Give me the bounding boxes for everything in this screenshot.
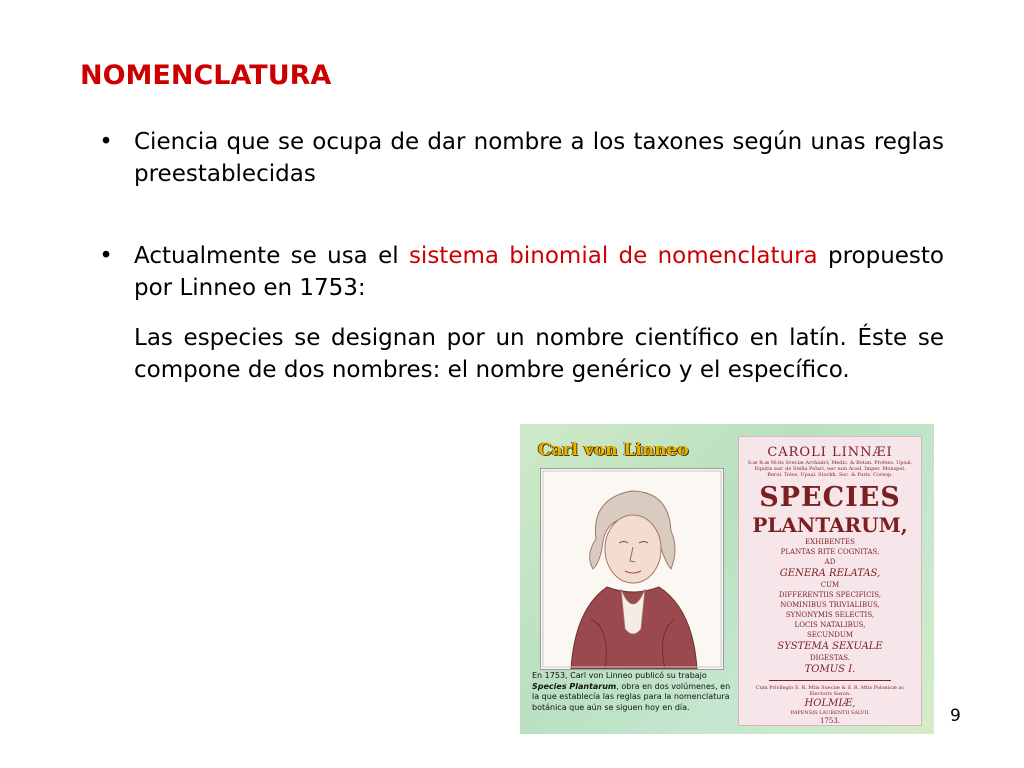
- title-page-line: SECUNDUM: [807, 631, 853, 639]
- bullet-text-start: Actualmente se usa el: [134, 243, 409, 269]
- caption-book-title: Species Plantarum: [532, 681, 617, 691]
- slide-content: [96, 126, 944, 386]
- title-page-line: GENERA RELATAS,: [779, 568, 881, 579]
- title-page-credentials: S:æ R:æ M:tis Sveciæ Archiatri; Medic. & Botan. Profess. Upsal. Equitis aur. de Stella Polari, nec non Acad. Imper. Monspel. Berol. Tolos. Upsal. Stockh. Soc. & Paris. Coresp.: [747, 460, 913, 478]
- title-page-line: CUM: [820, 581, 840, 589]
- title-page-line: AD: [824, 558, 836, 566]
- title-page-year: 1753.: [819, 717, 841, 725]
- title-page-author: CAROLI LINNÆI: [767, 445, 893, 460]
- explanation-paragraph: Las especies se designan por un nombre científico en latín. Éste se compone de dos nombres: el nombre genérico y el específico.: [134, 325, 944, 383]
- title-page-line: PLANTAS RITE COGNITAS,: [780, 548, 880, 556]
- title-page-place: HOLMIÆ,: [804, 698, 856, 709]
- title-page-line: DIFFERENTIIS SPECIFICIS,: [778, 591, 882, 599]
- bullet-text-end: propuesto por Linneo en 1753:: [134, 243, 944, 301]
- caption-text: , obra en dos volúmenes, en la que establecía las reglas para la nomenclatura botánica que aún se siguen hoy en día.: [532, 681, 731, 712]
- figure-caption: [532, 671, 732, 713]
- title-page-line: DIGESTAS.: [810, 654, 850, 662]
- slide-title: NOMENCLATURA: [80, 60, 332, 91]
- bullet-dot-icon: •: [99, 129, 113, 155]
- title-page-line: EXHIBENTES: [805, 538, 855, 546]
- portrait-engraving-icon: [541, 469, 723, 669]
- bullet-text: Ciencia que se ocupa de dar nombre a los taxones según unas reglas preestablecidas: [134, 129, 944, 187]
- title-page-line: SYSTEMA SEXUALE: [777, 641, 883, 652]
- figure-name-label: Carl von Linneo: [538, 440, 689, 460]
- highlighted-term: sistema binomial de nomenclatura: [408, 243, 818, 269]
- title-page-species: SPECIES: [759, 482, 901, 513]
- title-page-line: SYNONYMIS SELECTIS,: [785, 611, 875, 619]
- bullet-item: [96, 240, 944, 304]
- species-plantarum-title-page: [738, 436, 922, 726]
- caption-text: En 1753, Carl von Linneo publicó su trabajo: [532, 671, 707, 680]
- title-page-privilege: Cum Privilegio S. R. Mtis Sueciæ & S. R. Mtis Polonicæ ac Electoris Saxon.: [755, 685, 905, 697]
- title-page-volume: TOMUS I.: [804, 664, 856, 675]
- title-page-publisher: IMPENSIS LAURENTII SALVII.: [790, 710, 870, 716]
- title-page-plantarum: PLANTARUM,: [752, 513, 908, 537]
- bullet-item: [96, 126, 944, 190]
- linnaeus-figure: [520, 424, 934, 734]
- linnaeus-portrait: [540, 468, 724, 670]
- title-page-divider: [769, 680, 891, 681]
- title-page-line: LOCIS NATALIBUS,: [794, 621, 866, 629]
- page-number: 9: [950, 706, 961, 726]
- title-page-line: NOMINIBUS TRIVIALIBUS,: [780, 601, 880, 609]
- bullet-dot-icon: •: [99, 243, 113, 269]
